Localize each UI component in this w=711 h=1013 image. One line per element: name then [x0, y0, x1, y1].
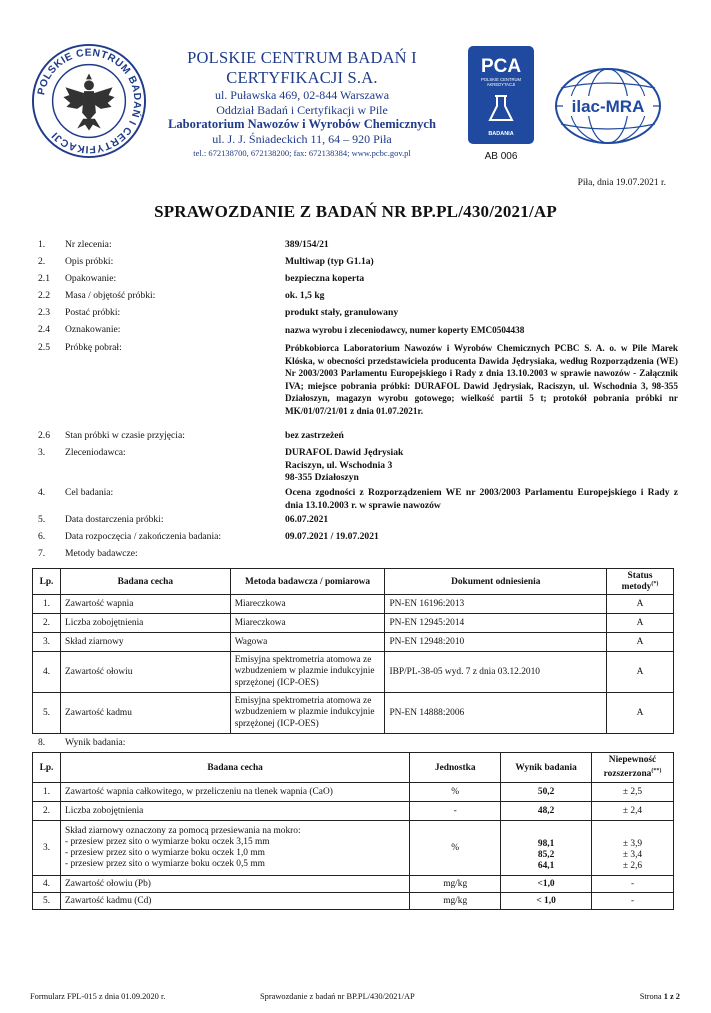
cell-method: Emisyjna spektrometria atomowa ze wzbudzeniem w plazmie indukcyjnie sprzężonej (ICP-OES): [230, 652, 385, 693]
table-row: [33, 652, 674, 693]
cell-uncertainty: -: [592, 876, 674, 893]
cell-unit: %: [410, 821, 501, 876]
info-num: 3.: [38, 447, 46, 458]
cell-unit: mg/kg: [410, 876, 501, 893]
cell-feature: Zawartość wapnia całkowitego, w przeliczeniu na tlenek wapnia (CaO): [60, 783, 409, 802]
col-header: Dokument odniesienia: [385, 569, 607, 595]
cell-unit: mg/kg: [410, 893, 501, 910]
organization-block: [152, 48, 452, 159]
table-row: [33, 693, 674, 734]
info-row: [38, 487, 678, 514]
cell-method: Wagowa: [230, 633, 385, 652]
cell-feature: Zawartość kadmu (Cd): [60, 893, 409, 910]
cell-lp: 2.: [33, 614, 61, 633]
section-num: 8.: [38, 737, 46, 748]
contact-line: tel.: 672138700, 672138200; fax: 672138384; www.pcbc.gov.pl: [193, 147, 411, 158]
sieve-line: - przesiew przez sito o wymiarze boku oczek 0,5 mm: [64, 859, 265, 870]
col-header: Wynik badania: [501, 753, 592, 783]
info-value: produkt stały, granulowany: [285, 307, 399, 318]
table-row: [33, 633, 674, 652]
footer-page-prefix: Strona: [639, 992, 662, 1001]
lab-name: Laboratorium Nawozów i Wyrobów Chemicznych: [168, 117, 436, 131]
ilac-mra-logo: [553, 66, 663, 146]
info-num: 4.: [38, 487, 46, 498]
cell-result: <1,0: [501, 876, 592, 893]
org-address: ul. Puławska 469, 02-844 Warszawa: [214, 88, 390, 102]
info-label: Nr zlecenia:: [65, 239, 112, 250]
cell-lp: 4.: [33, 652, 61, 693]
pcbc-seal-logo: [30, 42, 148, 160]
info-value: [285, 548, 678, 562]
cell-feature: Liczba zobojętnienia: [60, 614, 230, 633]
cell-result: 50,2: [501, 783, 592, 802]
client-city: 98-355 Działoszyn: [285, 472, 359, 484]
cell-document: PN-EN 14888:2006: [385, 693, 607, 734]
footer-form-id: Formularz FPL-015 z dnia 01.09.2020 r.: [30, 992, 166, 1001]
cell-document: IBP/PL-38-05 wyd. 7 z dnia 03.12.2010: [385, 652, 607, 693]
info-num: 2.1: [38, 273, 50, 284]
info-num: 2.3: [38, 307, 50, 318]
info-num: 2.6: [38, 430, 50, 441]
cell-feature: [60, 821, 409, 876]
results-table: [32, 752, 674, 910]
client-street: Raciszyn, ul. Wschodnia 3: [285, 459, 393, 471]
sieve-intro: Skład ziarnowy oznaczony za pomocą przesiewania na mokro:: [64, 826, 301, 837]
org-branch: Oddział Badań i Certyfikacji w Pile: [216, 102, 388, 117]
table-row: [33, 893, 674, 910]
col-header: Jednostka: [410, 753, 501, 783]
col-header: Badana cecha: [60, 753, 409, 783]
sieve-uncertainty: ± 3,9: [622, 839, 643, 850]
sieve-line: - przesiew przez sito o wymiarze boku oczek 1,0 mm: [64, 848, 265, 859]
cell-lp: 4.: [33, 876, 61, 893]
info-row: [38, 447, 678, 487]
seal-text: POLSKIE CENTRUM BADAŃ I CERTYFIKACJI: [36, 47, 143, 155]
info-num: 5.: [38, 514, 46, 525]
info-num: 2.5: [38, 342, 50, 353]
info-label: Próbkę pobrał:: [65, 342, 122, 353]
info-value: 06.07.2021: [285, 514, 329, 525]
footer-page: [640, 992, 680, 1001]
cell-document: PN-EN 12948:2010: [385, 633, 607, 652]
cell-status: A: [607, 614, 674, 633]
info-num: 2.4: [38, 324, 50, 335]
cell-feature: Zawartość kadmu: [60, 693, 230, 734]
info-value: Próbkobiorca Laboratorium Nawozów i Wyrobów Chemicznych PCBC S. A. o. w Pile Marek Klóska, w obecności przedstawiciela producenta Dawida Jędrysiaka, według Rozporządzenia (WE) Nr 2003/2003 Parlamentu Europejskiego i Rady z dnia 13.10.2003 w sprawie nawozów - Załącznik IVA; miejsce pobrania próbki: DURAFOL Dawid Jędrysiak, Raciszyn, ul. Wschodnia 3, 98-355 Działoszyn, magazyn wyrobu gotowego; wielkość partii 5 t; protokół pobrania próbki nr MK/01/07/21/01 z dnia 01.07.2021r.: [285, 343, 678, 416]
info-value: Ocena zgodności z Rozporządzeniem WE nr 2003/2003 Parlamentu Europejskiego i Rady z dnia 13.10.2003 r. w sprawie nawozów: [285, 487, 678, 511]
info-row: [38, 324, 678, 342]
info-label: Opis próbki:: [65, 256, 114, 267]
cell-method: Miareczkowa: [230, 614, 385, 633]
status-label: Status metody: [621, 571, 653, 593]
cell-unit: -: [410, 802, 501, 821]
uncertainty-footnote-mark: (**): [651, 768, 662, 774]
info-row: [38, 514, 678, 531]
info-label: Masa / objętość próbki:: [65, 290, 156, 301]
cell-lp: 3.: [33, 821, 61, 876]
report-title: SPRAWOZDANIE Z BADAŃ NR BP.PL/430/2021/AP: [154, 202, 557, 221]
table-row: [33, 783, 674, 802]
sieve-result: 64,1: [537, 861, 555, 872]
eagle-icon: [63, 73, 114, 130]
cell-method: Emisyjna spektrometria atomowa ze wzbudzeniem w plazmie indukcyjnie sprzężonej (ICP-OES): [230, 693, 385, 734]
sieve-result: 85,2: [537, 850, 555, 861]
pca-sub-2: AKREDYTACJI: [486, 82, 516, 87]
cell-lp: 3.: [33, 633, 61, 652]
cell-status: A: [607, 693, 674, 734]
cell-uncertainty: ± 2,4: [592, 802, 674, 821]
info-row: [38, 273, 678, 290]
info-value: 389/154/21: [285, 239, 329, 250]
table-row: [33, 595, 674, 614]
col-header: Lp.: [33, 753, 61, 783]
pca-sub-1: POLSKIE CENTRUM: [480, 77, 522, 82]
org-name-line1: POLSKIE CENTRUM BADAŃ I: [187, 48, 417, 67]
status-footnote-mark: (*): [651, 581, 659, 587]
cell-feature: Zawartość wapnia: [60, 595, 230, 614]
info-value: nazwa wyrobu i zleceniodawcy, numer koperty EMC0504438: [285, 325, 525, 335]
info-value: 09.07.2021 / 19.07.2021: [285, 531, 379, 542]
sieve-uncertainty: ± 3,4: [622, 850, 643, 861]
cell-feature: Skład ziarnowy: [60, 633, 230, 652]
info-row: [38, 430, 678, 447]
cell-method: Miareczkowa: [230, 595, 385, 614]
info-num: 2.2: [38, 290, 50, 301]
col-header-status: [607, 569, 674, 595]
section-label: Wynik badania:: [65, 737, 126, 748]
info-label: Metody badawcze:: [65, 548, 138, 559]
info-row: [38, 256, 678, 273]
table-row: [33, 614, 674, 633]
cell-result: [501, 821, 592, 876]
table-row: [33, 821, 674, 876]
sieve-line: - przesiew przez sito o wymiarze boku oczek 3,15 mm: [64, 837, 270, 848]
info-value: Multiwap (typ G1.1a): [285, 256, 374, 267]
cell-lp: 5.: [33, 693, 61, 734]
info-row: [38, 239, 678, 256]
sieve-result: 98,1: [537, 839, 555, 850]
org-name-line2: CERTYFIKACJI S.A.: [226, 68, 378, 87]
info-num: 1.: [38, 239, 46, 250]
info-row: [38, 531, 678, 548]
cell-lp: 5.: [33, 893, 61, 910]
info-label: Oznakowanie:: [65, 324, 121, 335]
section-8-heading: [38, 737, 125, 748]
cell-unit: %: [410, 783, 501, 802]
info-row: [38, 290, 678, 307]
info-list: [38, 239, 678, 562]
methods-table: [32, 568, 674, 734]
pca-accreditation-logo: [466, 44, 536, 164]
cell-uncertainty: ± 2,5: [592, 783, 674, 802]
cell-lp: 2.: [33, 802, 61, 821]
sieve-uncertainty: ± 2,6: [622, 861, 643, 872]
info-value: ok. 1,5 kg: [285, 290, 325, 301]
footer-page-number: 1 z 2: [663, 992, 680, 1001]
table-row: [33, 876, 674, 893]
info-value: bezpieczna koperta: [285, 273, 365, 284]
cell-status: A: [607, 633, 674, 652]
info-label: Stan próbki w czasie przyjęcia:: [65, 430, 185, 441]
info-row: [38, 307, 678, 324]
cell-uncertainty: -: [592, 893, 674, 910]
table-header-row: [33, 753, 674, 783]
footer-report-id: Sprawozdanie z badań nr BP.PL/430/2021/AP: [260, 992, 415, 1001]
cell-lp: 1.: [33, 595, 61, 614]
info-value: bez zastrzeżeń: [285, 430, 344, 441]
info-num: 2.: [38, 256, 46, 267]
cell-feature: Liczba zobojętnienia: [60, 802, 409, 821]
pca-number: AB 006: [484, 151, 518, 162]
lab-address: ul. J. J. Śniadeckich 11, 64 – 920 Piła: [212, 132, 392, 146]
cell-status: A: [607, 652, 674, 693]
info-label: Postać próbki:: [65, 307, 121, 318]
table-header-row: [33, 569, 674, 595]
col-header-uncertainty: [592, 753, 674, 783]
info-row: [38, 342, 678, 430]
cell-status: A: [607, 595, 674, 614]
info-label: Opakowanie:: [65, 273, 117, 284]
cell-result: < 1,0: [501, 893, 592, 910]
cell-document: PN-EN 16196:2013: [385, 595, 607, 614]
info-label: Data rozpoczęcia / zakończenia badania:: [65, 531, 222, 542]
col-header: Lp.: [33, 569, 61, 595]
cell-document: PN-EN 12945:2014: [385, 614, 607, 633]
info-num: 7.: [38, 548, 46, 559]
pca-badge: BADANIA: [488, 131, 514, 137]
cell-feature: Zawartość ołowiu: [60, 652, 230, 693]
col-header: Metoda badawcza / pomiarowa: [230, 569, 385, 595]
ilac-text: ilac-MRA: [571, 97, 645, 116]
client-name: DURAFOL Dawid Jędrysiak: [285, 447, 404, 458]
info-label: Cel badania:: [65, 487, 114, 498]
info-label: Data dostarczenia próbki:: [65, 514, 164, 525]
info-label: Zleceniodawca:: [65, 447, 126, 458]
cell-lp: 1.: [33, 783, 61, 802]
info-num: 6.: [38, 531, 46, 542]
uncertainty-label: Niepewność rozszerzona: [603, 755, 657, 780]
info-value: [285, 447, 678, 487]
col-header: Badana cecha: [60, 569, 230, 595]
info-row: [38, 548, 678, 562]
table-row: [33, 802, 674, 821]
cell-uncertainty: [592, 821, 674, 876]
report-date: Piła, dnia 19.07.2021 r.: [577, 178, 666, 188]
cell-feature: Zawartość ołowiu (Pb): [60, 876, 409, 893]
pca-title: PCA: [480, 56, 522, 77]
cell-result: 48,2: [501, 802, 592, 821]
